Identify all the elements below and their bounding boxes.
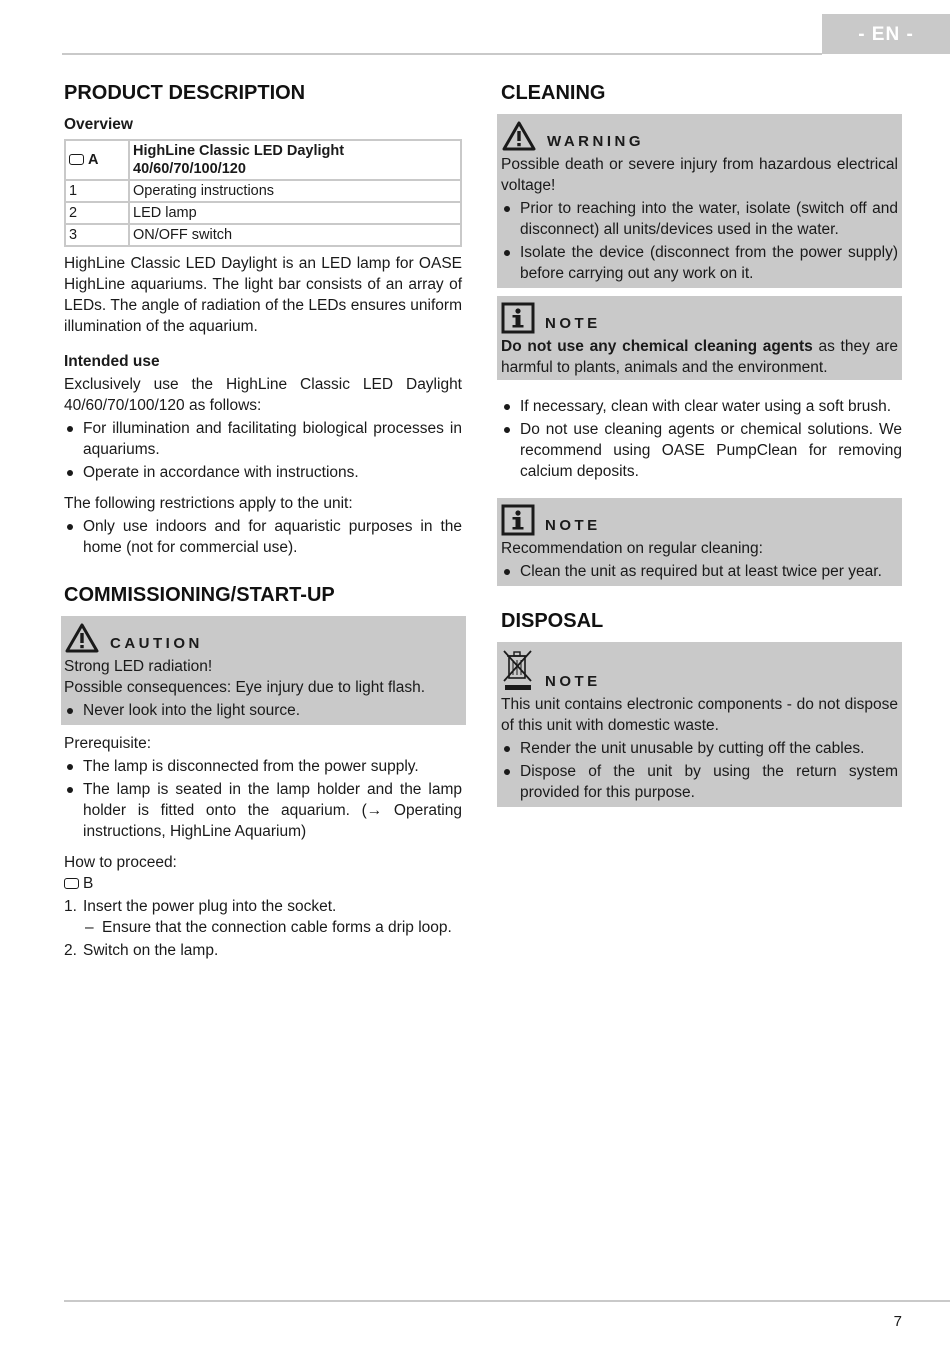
page-number: 7	[893, 1313, 902, 1330]
list-item: Clean the unit as required but at least twice per year.	[501, 561, 898, 582]
restrictions-intro: The following restrictions apply to the unit:	[64, 495, 353, 512]
cleaning-list	[501, 396, 902, 482]
table-cell: ON/OFF switch	[129, 224, 461, 246]
list-item: Operate in accordance with instructions.	[64, 462, 462, 483]
list-item: 1. Insert the power plug into the socket. – Ensure that the connection cable forms a drip loop.	[64, 896, 462, 938]
table-cell: 3	[65, 224, 129, 246]
table-head-row	[65, 140, 461, 180]
crossed-bin-icon	[501, 648, 535, 692]
list-item: Dispose of the unit by using the return system provided for this purpose.	[501, 761, 898, 803]
figure-reference-icon	[64, 878, 79, 889]
restrictions-list	[64, 516, 462, 558]
disposal-title: DISPOSAL	[501, 610, 604, 632]
table-cell: HighLine Classic LED Daylight 40/60/70/100/120	[129, 140, 461, 180]
table-row	[65, 180, 461, 202]
note-text: This unit contains electronic components - do not dispose of this unit with domestic waste.	[501, 696, 898, 734]
note-box	[497, 296, 902, 380]
caution-box	[61, 616, 466, 725]
table-cell: 2	[65, 202, 129, 224]
note-signal-word: NOTE	[545, 673, 601, 690]
note-signal-word: NOTE	[545, 517, 601, 534]
caution-signal-word: CAUTION	[110, 635, 203, 652]
intended-use-list	[64, 418, 462, 483]
table-row	[65, 202, 461, 224]
list-item: – Ensure that the connection cable forms a drip loop.	[85, 919, 452, 936]
info-icon	[501, 302, 535, 334]
note-text: Recommendation on regular cleaning:	[501, 540, 763, 557]
table-cell: 1	[65, 180, 129, 202]
warning-text: Possible death or severe injury from hazardous electrical voltage!	[501, 156, 898, 194]
note-signal-word: NOTE	[545, 315, 601, 332]
product-description-title: PRODUCT DESCRIPTION	[64, 82, 306, 104]
sub-list	[83, 917, 462, 938]
caution-line: Possible consequences: Eye injury due to light flash.	[64, 679, 426, 696]
overview-table	[64, 139, 462, 247]
header-rule	[62, 53, 822, 55]
table-cell: LED lamp	[129, 202, 461, 224]
note-text: Do not use any chemical cleaning agents as they are harmful to plants, animals and the environment.	[501, 338, 898, 376]
caution-line: Strong LED radiation!	[64, 658, 213, 675]
list-item: For illumination and facilitating biological processes in aquariums.	[64, 418, 462, 460]
figure-reference-icon	[69, 154, 84, 165]
right-column	[497, 80, 902, 807]
language-tab: - EN -	[822, 14, 950, 54]
table-cell: Operating instructions	[129, 180, 461, 202]
list-item: Only use indoors and for aquaristic purposes in the home (not for commercial use).	[64, 516, 462, 558]
footer-rule	[64, 1300, 950, 1302]
prerequisite-list	[64, 756, 462, 842]
product-description-text: HighLine Classic LED Daylight is an LED lamp for OASE HighLine aquariums. The light bar consists of an array of LEDs. The angle of radiation of the LEDs ensures uniform illumination of the aquarium.	[64, 255, 462, 335]
table-row	[65, 224, 461, 246]
intended-use-intro: Exclusively use the HighLine Classic LED Daylight 40/60/70/100/120 as follows:	[64, 376, 462, 414]
info-icon	[501, 504, 535, 536]
list-item: Never look into the light source.	[64, 700, 462, 721]
list-item: Do not use cleaning agents or chemical solutions. We recommend using OASE PumpClean for removing calcium deposits.	[501, 419, 902, 482]
list-item: The lamp is disconnected from the power supply.	[64, 756, 462, 777]
list-item: 2. Switch on the lamp.	[64, 942, 219, 959]
list-item: If necessary, clean with clear water using a soft brush.	[501, 396, 902, 417]
list-item: The lamp is seated in the lamp holder and the lamp holder is fitted onto the aquarium. (→ Operating instructions, HighLine Aquarium)	[64, 779, 462, 842]
note-box	[497, 498, 902, 586]
prerequisite-label: Prerequisite:	[64, 735, 152, 752]
caution-list	[64, 700, 462, 721]
list-item: Prior to reaching into the water, isolate (switch off and disconnect) all units/devices used in the water.	[501, 198, 898, 240]
note-list	[501, 561, 898, 582]
list-item: Render the unit unusable by cutting off the cables.	[501, 738, 898, 759]
how-to-label: How to proceed:	[64, 854, 177, 871]
warning-signal-word: WARNING	[547, 133, 644, 150]
intended-use-heading: Intended use	[64, 353, 160, 370]
note-list	[501, 738, 898, 803]
warning-box	[497, 114, 902, 288]
cleaning-title: CLEANING	[501, 82, 606, 104]
list-item: Isolate the device (disconnect from the power supply) before carrying out any work on it.	[501, 242, 898, 284]
overview-heading: Overview	[64, 116, 133, 133]
steps-list	[64, 896, 462, 961]
table-cell: A	[65, 140, 129, 180]
warning-triangle-icon	[501, 120, 537, 152]
commissioning-title: COMMISSIONING/START-UP	[64, 584, 335, 606]
warning-triangle-icon	[64, 622, 100, 654]
left-column	[64, 80, 462, 963]
warning-list	[501, 198, 898, 284]
figure-reference: B	[64, 873, 462, 894]
note-box	[497, 642, 902, 807]
